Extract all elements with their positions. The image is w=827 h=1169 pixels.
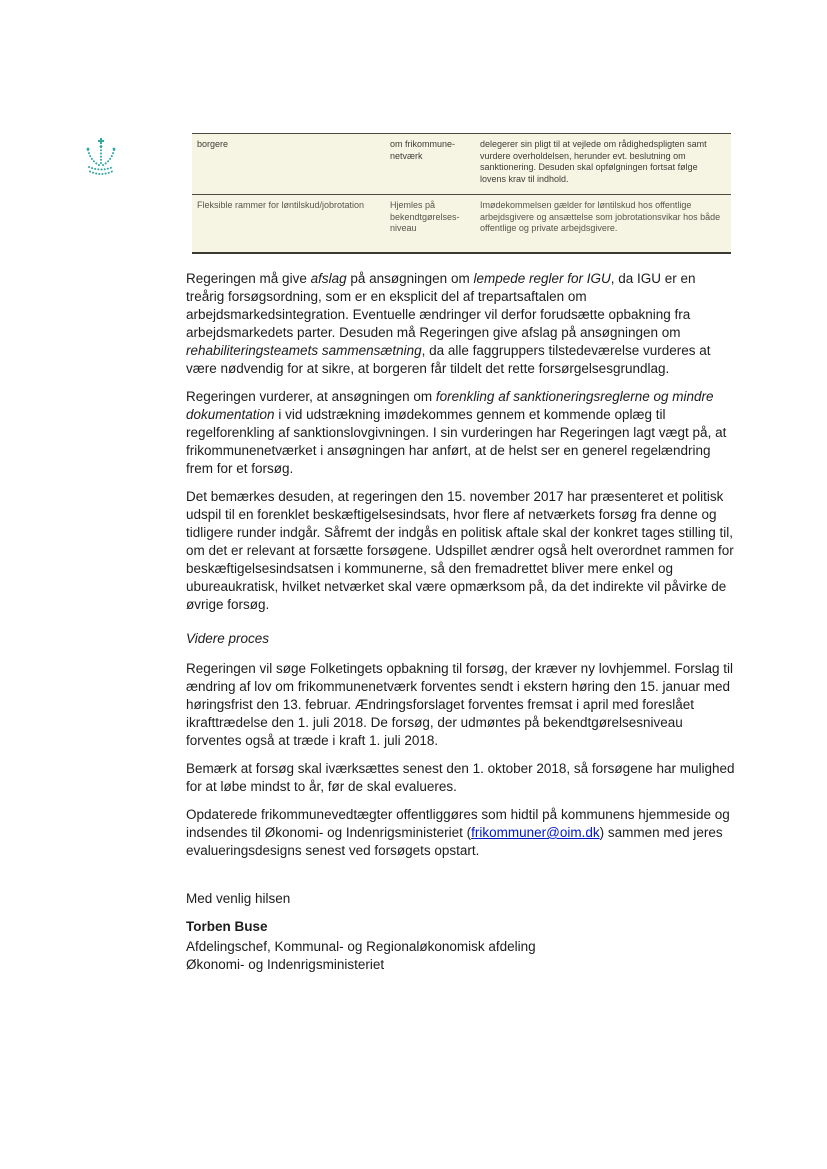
text-run: Opdaterede frikommunevedtægter offentliggøres som hidtil på kommunens hjemmeside og indsendes til Økonomi- og Indenrigsministeriet (: [186, 807, 730, 840]
text-run: i vid udstrækning imødekommes gennem et kommende oplæg til regelforenkling af sanktionslovgivningen. I sin vurderingen har Regeringen lagt vægt på, at frikommunenetværket i ansøgningen har anført, at de helst ser en generel regelændring frem for et forsøg.: [186, 407, 727, 476]
text-run: , da alle faggruppers tilstedeværelse vurderes at være nødvendig for at sikre, at borgeren får tildelt det rette forsørgelsesgrundlag.: [186, 343, 711, 376]
paragraph-bemaerkning: Det bemærkes desuden, at regeringen den 15. november 2017 har præsenteret et politisk udspil til en forenklet beskæftigelsesindsats, hvor flere af netværkets forsøg fra denne og tidligere runder indgår. Såfremt der indgås en politisk aftale skal der konkret tages stilling til, om det er relevant at forsætte forsøgene. Udspillet ændrer også helt overordnet rammen for beskæftigelsesindsatsen i kommunerne, så den fremadrettet bliver mere enkel og ubureaukratisk, hvilket netværket skal være opmærksom på, da det indirekte vil påvirke de øvrige forsøg.: [186, 489, 734, 612]
text-run: , da IGU er en treårig forsøgsordning, som er en eksplicit del af trepartsaftalen om arbejdsmarkedsintegration. Eventuelle ændringer vil derfor forudsætte opbakning fra arbejdsmarkedets parter. Desuden må Regeringen give afslag på ansøgningen om: [186, 271, 696, 340]
crown-logo: [83, 137, 119, 177]
letter-body: [186, 270, 735, 974]
text-run: Regeringen må give: [186, 271, 311, 286]
email-link[interactable]: frikommuner@oim.dk: [471, 825, 600, 840]
text-run: afslag: [310, 271, 347, 286]
table-cell-description: delegerer sin pligt til at vejlede om rådighedspligten samt vurdere overholdelsen, herunder evt. beslutning om sanktionering. Desuden skal opfølgningen fortsat følge lovens krav til indhold.: [480, 139, 707, 184]
paragraph-vedtaegter: [186, 806, 735, 860]
text-run: rehabiliteringsteamets sammensætning: [186, 343, 422, 358]
closing-greeting: Med venlig hilsen: [186, 891, 291, 906]
text-run: på ansøgningen om: [346, 271, 474, 286]
paragraph-proces: Regeringen vil søge Folketingets opbakning til forsøg, der kræver ny lovhjemmel. Forslag til ændring af lov om frikommunenetværk forventes sendt i ekstern høring den 15. januar med høringsfrist den 13. februar. Ændringsforslaget forventes fremsat i april med foreslået ikrafttrædelse den 1. juli 2018. De forsøg, der udmøntes på bekendtgørelsesniveau forventes også at træde i kraft 1. juli 2018.: [186, 661, 733, 748]
table-cell-description: Imødekommelsen gælder for løntilskud hos offentlige arbejdsgivere og ansættelse som jobrotationsvikar hos både offentlige og private arbejdsgivere.: [480, 200, 721, 233]
paragraph-vurdering: [186, 388, 735, 478]
text-run: lempede regler for IGU: [473, 271, 611, 286]
section-heading-videre-proces: Videre proces: [186, 631, 270, 646]
text-run: forenkling af sanktioneringsreglerne og mindre dokumentation: [186, 389, 714, 422]
text-run: ) sammen med jeres evalueringsdesigns senest ved forsøgets opstart.: [186, 825, 723, 858]
paragraph-frist: Bemærk at forsøg skal iværksættes senest den 1. oktober 2018, så forsøgene har mulighed for at løbe mindst to år, før de skal evalueres.: [186, 761, 735, 794]
table-row: [192, 134, 731, 194]
table-cell-legal-basis: Hjemles på bekendtgørelses-niveau: [390, 200, 460, 233]
signature-org: Økonomi- og Indenrigsministeriet: [186, 957, 385, 972]
text-run: Regeringen vurderer, at ansøgningen om: [186, 389, 436, 404]
signature-name: Torben Buse: [186, 919, 268, 934]
table-cell-topic: Fleksible rammer for løntilskud/jobrotation: [197, 200, 365, 210]
signature-title: Afdelingschef, Kommunal- og Regionaløkonomisk afdeling: [186, 939, 536, 954]
experiments-table: [192, 133, 731, 254]
paragraph-afslag: [186, 270, 735, 378]
table-cell-legal-basis: om frikommune-netværk: [390, 139, 456, 161]
table-cell-topic: borgere: [197, 139, 229, 149]
table-row: [192, 194, 731, 252]
crown-icon: [83, 137, 119, 177]
